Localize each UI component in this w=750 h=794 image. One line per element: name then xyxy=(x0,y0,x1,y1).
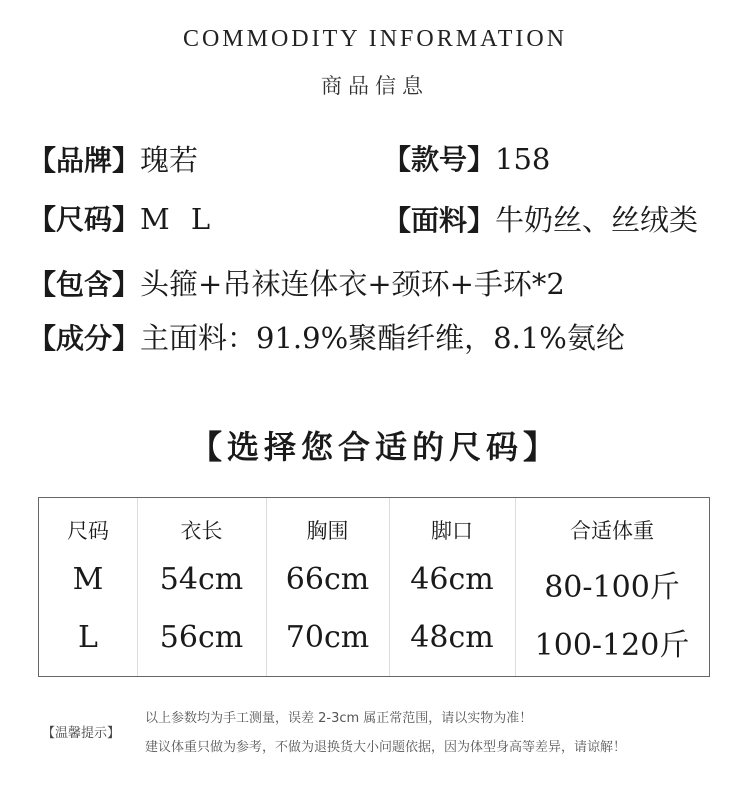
table-cell: 70cm xyxy=(285,620,370,655)
info-row-includes xyxy=(28,262,565,303)
note-line-1: 以上参数均为手工测量，误差 2-3cm 属正常范围，请以实物为准！ xyxy=(145,711,533,726)
fabric-value: 牛奶丝、丝绒类 xyxy=(495,203,699,237)
size-table xyxy=(38,497,710,677)
composition-value: 主面料：91.9%聚酯纤维，8.1%氨纶 xyxy=(140,321,625,355)
size-label: 【尺码】 xyxy=(28,203,141,236)
fabric-label: 【面料】 xyxy=(383,204,496,237)
info-row-brand xyxy=(28,138,551,179)
choose-size-title: 【选择您合适的尺码】 xyxy=(189,428,560,466)
table-cell: 46cm xyxy=(410,562,494,597)
table-cell: 56cm xyxy=(159,620,244,655)
table-cell: 80-100斤 xyxy=(544,570,680,605)
brand-label: 【品牌】 xyxy=(28,144,141,177)
table-cell: L xyxy=(78,620,98,655)
table-cell: M xyxy=(72,562,104,597)
info-row-size xyxy=(28,198,699,238)
size-value: M L xyxy=(140,202,217,236)
header-chest: 胸围 xyxy=(306,519,349,543)
info-row-composition xyxy=(28,316,625,357)
note-line-2: 建议体重只做为参考，不做为退换货大小问题依据，因为体型身高等差异，请谅解！ xyxy=(145,740,627,755)
title-en: COMMODITY INFORMATION xyxy=(182,26,568,52)
table-cell: 66cm xyxy=(285,562,370,597)
model-label: 【款号】 xyxy=(383,143,496,176)
notes-label: 【温馨提示】 xyxy=(42,726,121,741)
table-cell: 54cm xyxy=(159,562,244,597)
fabric-field xyxy=(383,198,698,239)
title-zh: 商品信息 xyxy=(321,74,429,98)
header-hem: 脚口 xyxy=(431,519,473,543)
model-value: 158 xyxy=(495,142,551,176)
table-cell: 48cm xyxy=(410,620,494,655)
header-size: 尺码 xyxy=(67,519,109,543)
header-weight: 合适体重 xyxy=(570,519,654,543)
composition-label: 【成分】 xyxy=(28,322,141,355)
table-cell: 100-120斤 xyxy=(534,628,690,663)
model-field xyxy=(383,138,550,178)
includes-label: 【包含】 xyxy=(28,268,141,301)
brand-value: 瑰若 xyxy=(140,143,199,177)
includes-value: 头箍+吊袜连体衣+颈环+手环*2 xyxy=(140,267,565,301)
header-length: 衣长 xyxy=(180,519,223,543)
